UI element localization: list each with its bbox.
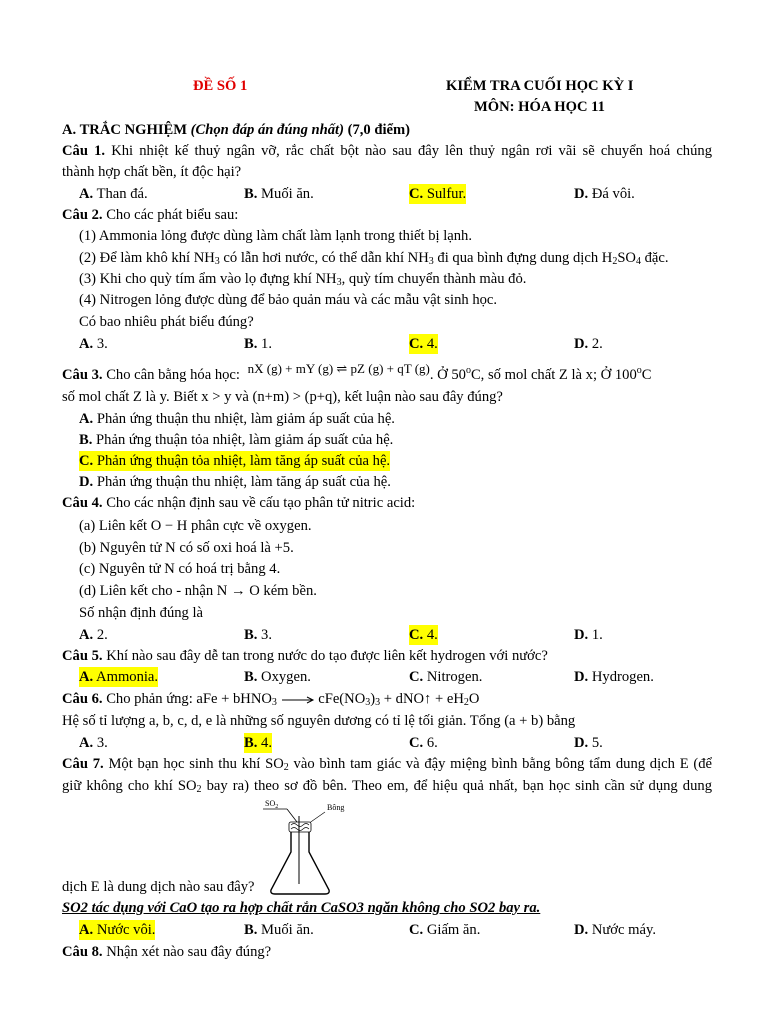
q6-option-b[interactable]: B. 4. (244, 735, 272, 751)
exam-title: KIỂM TRA CUỐI HỌC KỲ I (446, 78, 634, 94)
q7-line2: giữ không cho khí $SO_2$ bay ra) theo sơ đồ bên. Theo em, để hiệu quả nhất, bạn học sinh cần sử dụng dung (62, 778, 712, 795)
q3-equation: nX (g) + mY (g) ⇌ pZ (g) + qT (g) (247, 361, 430, 376)
q7-option-c[interactable]: C. Giấm ăn. (409, 922, 481, 938)
q2-option-c[interactable]: C. 4. (409, 336, 438, 352)
q2-statement-1: (1) Ammonia lỏng được dùng làm chất làm lạnh trong thiết bị lạnh. (79, 228, 472, 244)
q5-option-b[interactable]: B. Oxygen. (244, 669, 311, 685)
q7-option-d[interactable]: D. Nước máy. (574, 922, 656, 938)
q4-statement-b: (b) Nguyên tử N có số oxi hoá là +5. (79, 540, 294, 556)
q3-stem-line1: Câu 3. Cho cân bằng hóa học: nX (g) + mY (g) ⇌ pZ (g) + qT (g). Ở 50$^o$C, số mol chất Z là x; Ở 100$^o$C (62, 361, 652, 383)
q6-option-d[interactable]: D. 5. (574, 735, 603, 751)
q6-option-a[interactable]: A. 3. (79, 735, 108, 751)
q1-option-b[interactable]: B. Muối ăn. (244, 186, 314, 202)
q1-text-line2: thành hợp chất bền, ít độc hại? (62, 164, 242, 180)
section-a-points: (7,0 điểm) (347, 122, 411, 138)
q6-label: Câu 6. (62, 691, 103, 707)
q5-option-d[interactable]: D. Hydrogen. (574, 669, 654, 685)
q4-question: Số nhận định đúng là (79, 605, 204, 621)
q8-stem: Câu 8. Nhận xét nào sau đây đúng? (62, 944, 272, 960)
q7-label: Câu 7. (62, 756, 104, 772)
q4-label: Câu 4. (62, 495, 103, 511)
q1-text-line1: Khi nhiệt kế thuỷ ngân vỡ, rắc chất bột nào sau đây lên thuỷ ngân rơi vãi sẽ chuyển hoá chúng (111, 143, 712, 159)
delivery-tube (287, 809, 297, 822)
q5-stem: Câu 5. Khí nào sau đây dễ tan trong nước do tạo được liên kết hydrogen với nước? (62, 648, 548, 664)
q2-option-b[interactable]: B. 1. (244, 336, 272, 352)
q2-option-d[interactable]: D. 2. (574, 336, 603, 352)
q4-stem: Câu 4. Cho các nhận định sau về cấu tạo phân tử nitric acid: (62, 495, 416, 511)
q1-option-d[interactable]: D. Đá vôi. (574, 186, 635, 202)
section-a-heading (62, 120, 410, 140)
q4-option-d[interactable]: D. 1. (574, 627, 603, 643)
q5-label: Câu 5. (62, 648, 103, 664)
q3-option-c[interactable]: C. Phản ứng thuận tỏa nhiệt, làm tăng áp suất của hệ. (79, 453, 391, 469)
q7-explanation: SO2 tác dụng với CaO tạo ra hợp chất rắn CaSO3 ngăn không cho SO2 bay ra. (62, 900, 541, 916)
q3-label: Câu 3. (62, 367, 103, 383)
q4-statement-c: (c) Nguyên tử N có hoá trị bằng 4. (79, 561, 281, 577)
q3-option-a[interactable]: A. Phản ứng thuận thu nhiệt, làm giảm áp suất của hệ. (79, 411, 395, 427)
conical-flask-icon (271, 832, 329, 894)
figure-so2-label: $SO_2$ (265, 799, 279, 810)
q2-statement-3: (3) Khi cho quỳ tím ẩm vào lọ đựng khí $NH_3$, quỳ tím chuyển thành màu đỏ. (79, 271, 527, 288)
flask-diagram (255, 796, 365, 898)
q3-stem-line2: số mol chất Z là y. Biết x > y và (n+m) > (p+q), kết luận nào sau đây đúng? (62, 389, 503, 405)
q7-line1: Câu 7. Một bạn học sinh thu khí $SO_2$ vào bình tam giác và đậy miệng bình bằng bông tẩm dung dịch E (để (62, 756, 713, 773)
subject-title: MÔN: HÓA HỌC 11 (474, 99, 605, 115)
q4-option-a[interactable]: A. 2. (79, 627, 108, 643)
q2-label: Câu 2. (62, 207, 103, 223)
exam-number: ĐỀ SỐ 1 (193, 78, 248, 94)
q8-label: Câu 8. (62, 944, 103, 960)
reaction-arrow-icon (281, 695, 315, 705)
q3-option-b[interactable]: B. Phản ứng thuận tỏa nhiệt, làm giảm áp suất của hệ. (79, 432, 394, 448)
q7-option-b[interactable]: B. Muối ăn. (244, 922, 314, 938)
q4-option-b[interactable]: B. 3. (244, 627, 272, 643)
q2-stem: Câu 2. Cho các phát biểu sau: (62, 207, 239, 223)
q4-statement-d: (d) Liên kết cho - nhận N → O kém bền. (79, 583, 317, 599)
q2-statement-4: (4) Nitrogen lỏng được dùng để bảo quản máu và các mẫu vật sinh học. (79, 292, 498, 308)
q2-question: Có bao nhiêu phát biểu đúng? (79, 314, 254, 330)
q6-option-c[interactable]: C. 6. (409, 735, 438, 751)
q2-statement-2: (2) Để làm khô khí $NH_3$ có lẫn hơi nước, có thể dẫn khí $NH_3$ đi qua bình đựng dung dịch $H_2SO_4$ đặc. (79, 250, 669, 267)
section-a-label: A. TRẮC NGHIỆM (62, 122, 188, 138)
q4-option-c[interactable]: C. 4. (409, 627, 438, 643)
q1-option-a[interactable]: A. Than đá. (79, 186, 148, 202)
q3-option-d[interactable]: D. Phản ứng thuận thu nhiệt, làm tăng áp suất của hệ. (79, 474, 391, 490)
section-a-instruction: (Chọn đáp án đúng nhất) (190, 122, 344, 138)
q4-statement-a: (a) Liên kết O − H phân cực về oxygen. (79, 518, 312, 534)
q1-label: Câu 1. (62, 143, 106, 159)
figure-cotton-label: Bông (327, 803, 345, 812)
q1-option-c[interactable]: C. Sulfur. (409, 186, 467, 202)
q5-option-c[interactable]: C. Nitrogen. (409, 669, 483, 685)
q6-stem-line2: Hệ số tỉ lượng a, b, c, d, e là những số nguyên dương có tỉ lệ tối giản. Tổng (a + b) bằng (62, 713, 576, 729)
q7-option-a[interactable]: A. Nước vôi. (79, 922, 156, 938)
q1-line1 (62, 141, 712, 161)
q7-line3: dịch E là dung dịch nào sau đây? (62, 879, 255, 895)
q6-stem: Câu 6. Cho phản ứng: aFe + bHNO$_3$ $cFe(NO_3)_3$ + dNO↑ + $eH_2O$ (62, 691, 480, 708)
q2-option-a[interactable]: A. 3. (79, 336, 108, 352)
q5-option-a[interactable]: A. Ammonia. (79, 669, 159, 685)
